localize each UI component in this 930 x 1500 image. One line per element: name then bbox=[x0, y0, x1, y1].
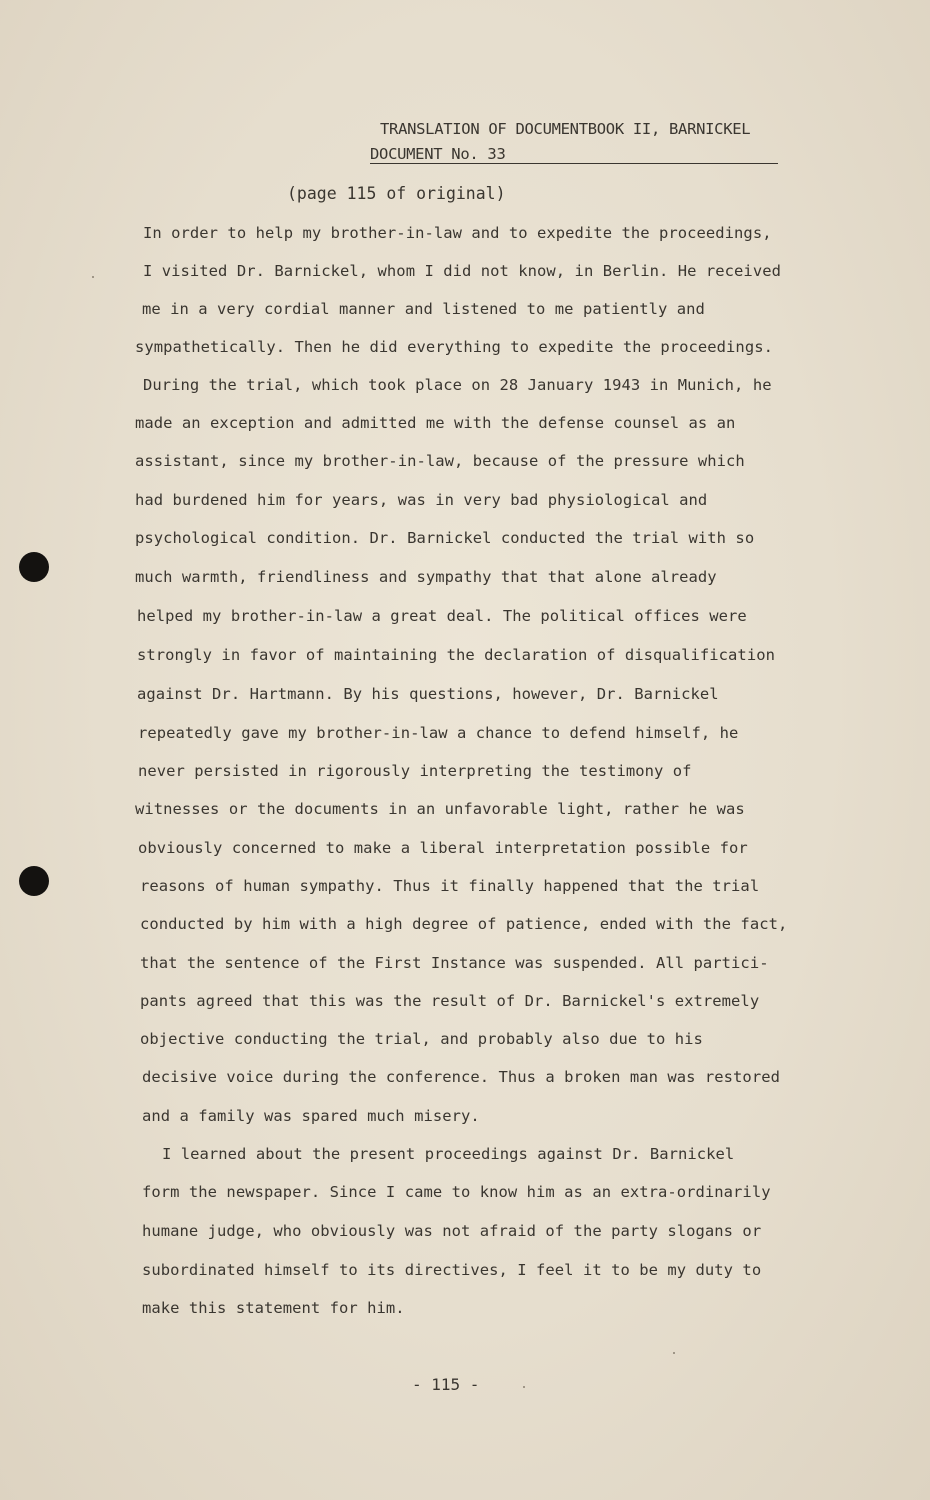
body-line: had burdened him for years, was in very bad physiological and bbox=[135, 491, 708, 509]
header-underline bbox=[370, 163, 778, 164]
paper-speck bbox=[673, 1352, 675, 1354]
body-line: sympathetically. Then he did everything to expedite the proceedings. bbox=[135, 338, 773, 356]
body-line: reasons of human sympathy. Thus it finally happened that the trial bbox=[140, 877, 760, 895]
body-line: repeatedly gave my brother-in-law a chance to defend himself, he bbox=[138, 724, 739, 742]
body-line: form the newspaper. Since I came to know him as an extra-ordinarily bbox=[142, 1183, 771, 1201]
body-line: humane judge, who obviously was not afraid of the party slogans or bbox=[142, 1222, 762, 1240]
paper-speck bbox=[92, 276, 94, 278]
body-line: helped my brother-in-law a great deal. The political offices were bbox=[137, 607, 747, 625]
header-document-number: DOCUMENT No. 33 bbox=[370, 145, 506, 163]
body-line: witnesses or the documents in an unfavorable light, rather he was bbox=[135, 800, 745, 818]
body-line: During the trial, which took place on 28 January 1943 in Munich, he bbox=[143, 376, 772, 394]
body-line: that the sentence of the First Instance was suspended. All partici- bbox=[140, 954, 769, 972]
body-line: make this statement for him. bbox=[142, 1299, 405, 1317]
body-line: me in a very cordial manner and listened to me patiently and bbox=[142, 300, 705, 318]
body-line: obviously concerned to make a liberal interpretation possible for bbox=[138, 839, 748, 857]
body-line: subordinated himself to its directives, I feel it to be my duty to bbox=[142, 1261, 762, 1279]
page-reference: (page 115 of original) bbox=[287, 184, 506, 203]
punch-hole-lower bbox=[19, 866, 49, 896]
body-line: assistant, since my brother-in-law, because of the pressure which bbox=[135, 452, 745, 470]
body-line: against Dr. Hartmann. By his questions, however, Dr. Barnickel bbox=[137, 685, 719, 703]
body-line: In order to help my brother-in-law and to expedite the proceedings, bbox=[143, 224, 772, 242]
body-line: psychological condition. Dr. Barnickel conducted the trial with so bbox=[135, 529, 755, 547]
body-line: and a family was spared much misery. bbox=[142, 1107, 480, 1125]
body-line: decisive voice during the conference. Thus a broken man was restored bbox=[142, 1068, 780, 1086]
header-title: TRANSLATION OF DOCUMENTBOOK II, BARNICKEL bbox=[380, 120, 751, 138]
body-line: much warmth, friendliness and sympathy that that alone already bbox=[135, 568, 717, 586]
body-line: pants agreed that this was the result of Dr. Barnickel's extremely bbox=[140, 992, 760, 1010]
body-line: I learned about the present proceedings against Dr. Barnickel bbox=[162, 1145, 735, 1163]
body-line: conducted by him with a high degree of patience, ended with the fact, bbox=[140, 915, 788, 933]
paper-speck bbox=[523, 1386, 525, 1388]
body-line: I visited Dr. Barnickel, whom I did not know, in Berlin. He received bbox=[143, 262, 781, 280]
body-line: strongly in favor of maintaining the declaration of disqualification bbox=[137, 646, 775, 664]
body-line: objective conducting the trial, and probably also due to his bbox=[140, 1030, 703, 1048]
body-line: never persisted in rigorously interpreting the testimony of bbox=[138, 762, 692, 780]
page-number: - 115 - bbox=[412, 1375, 480, 1394]
body-line: made an exception and admitted me with the defense counsel as an bbox=[135, 414, 736, 432]
punch-hole-upper bbox=[19, 552, 49, 582]
